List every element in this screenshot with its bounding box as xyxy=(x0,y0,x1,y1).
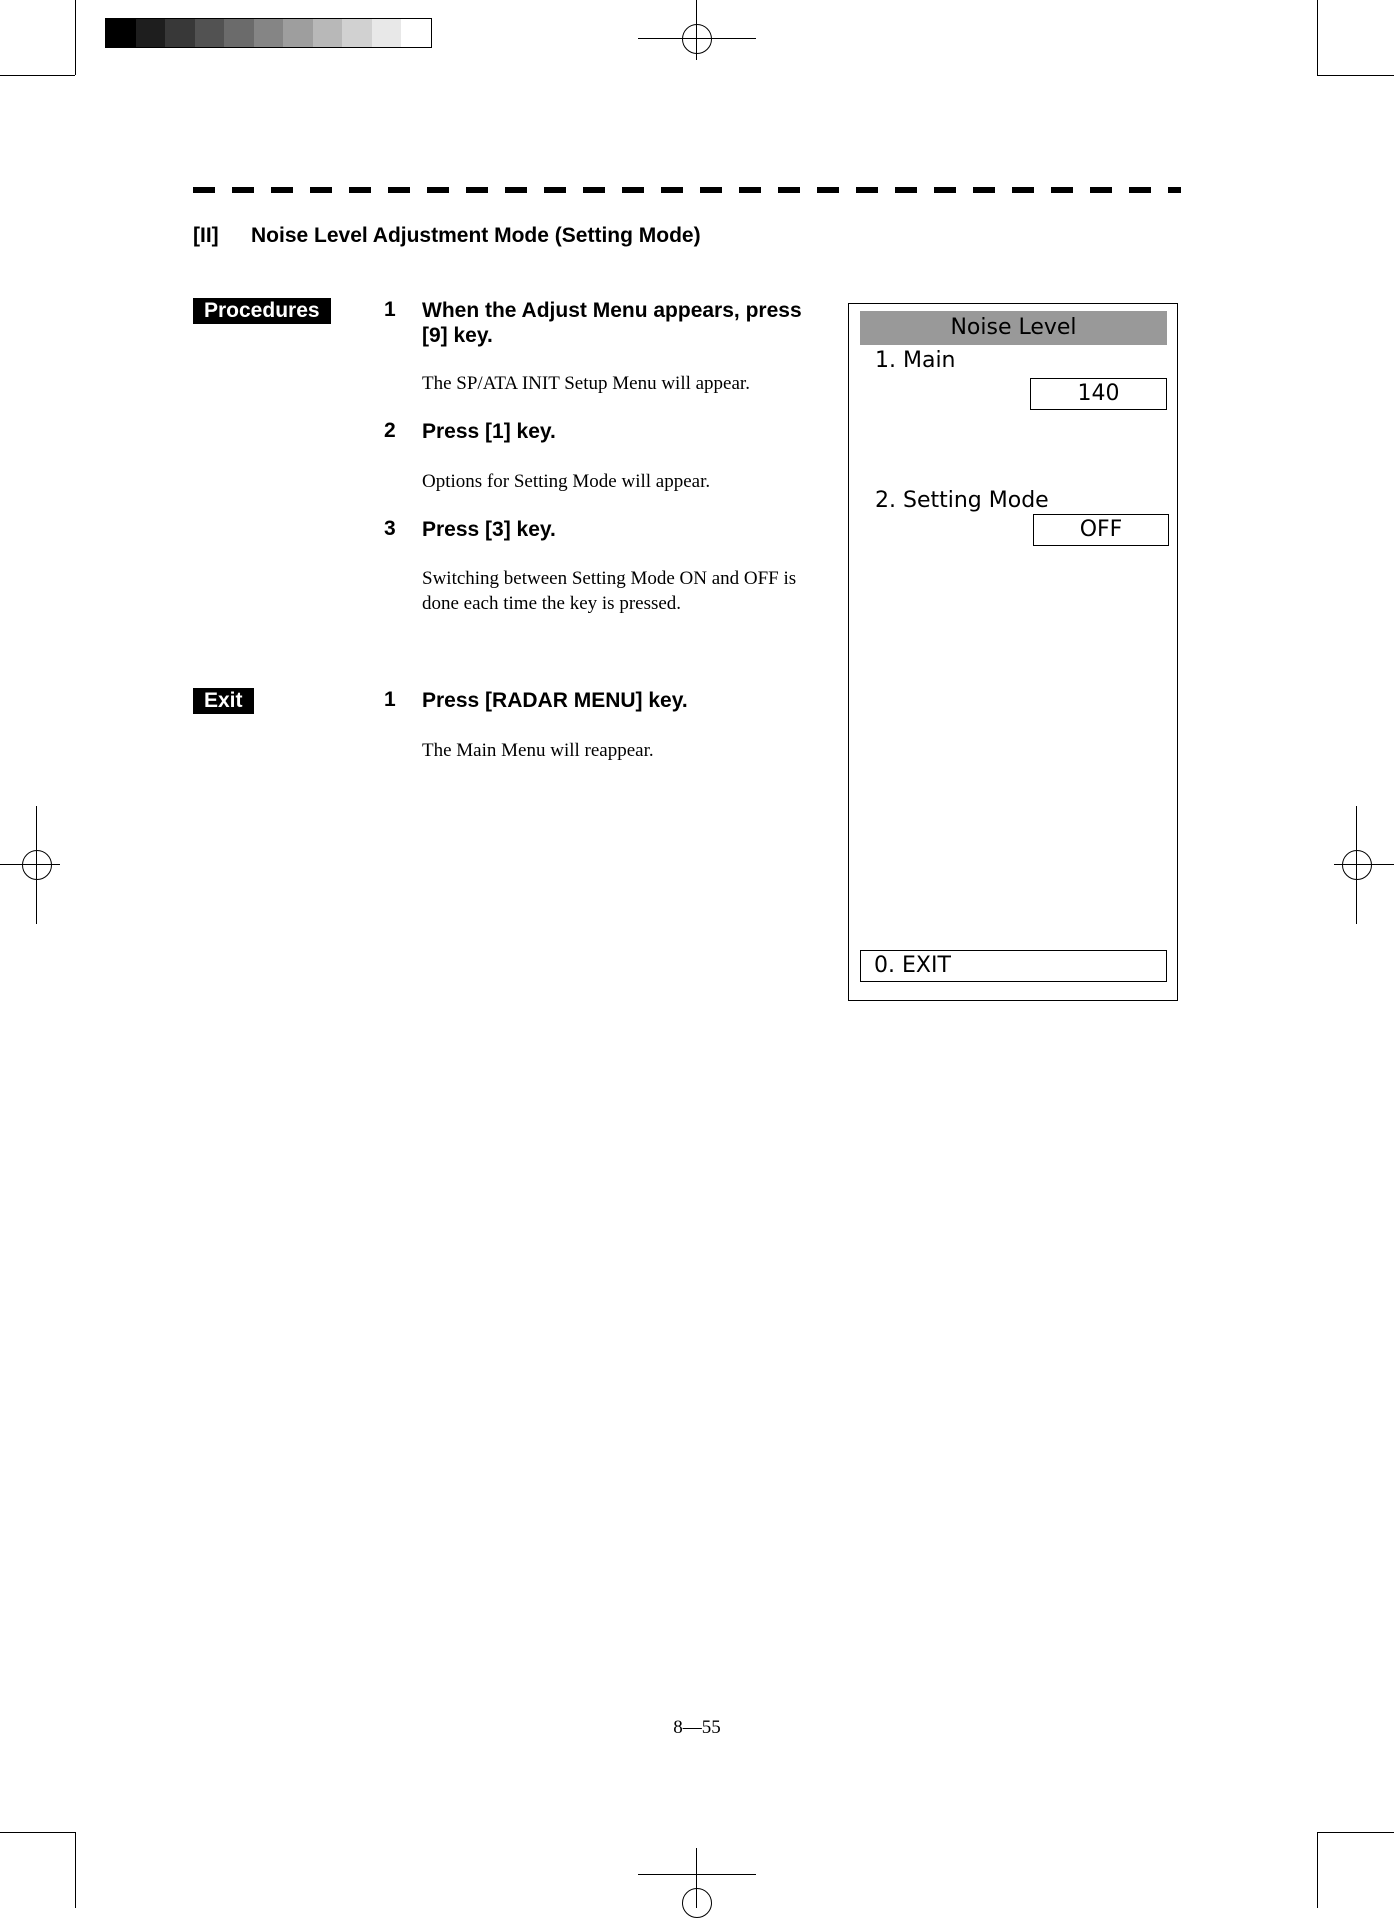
section-title: Noise Level Adjustment Mode (Setting Mode) xyxy=(251,224,701,247)
step-2-number: 2 xyxy=(384,419,396,442)
exit-step-1-instruction: Press [RADAR MENU] key. xyxy=(422,689,688,712)
menu-exit-button[interactable]: 0. EXIT xyxy=(860,950,1167,982)
step-3-number: 3 xyxy=(384,517,396,540)
step-3-instruction: Press [3] key. xyxy=(422,518,556,541)
menu-item-setting-mode[interactable]: 2. Setting Mode xyxy=(875,488,1049,513)
grayscale-calibration-strip xyxy=(105,18,432,48)
menu-title: Noise Level xyxy=(860,311,1167,345)
exit-step-1-result: The Main Menu will reappear. xyxy=(422,740,654,761)
menu-item-main[interactable]: 1. Main xyxy=(875,348,956,373)
exit-step-1-number: 1 xyxy=(384,688,396,711)
step-1-number: 1 xyxy=(384,298,396,321)
step-2-instruction: Press [1] key. xyxy=(422,420,556,443)
dashed-divider xyxy=(193,187,1181,193)
step-2-result: Options for Setting Mode will appear. xyxy=(422,471,711,492)
setting-mode-value-box[interactable]: OFF xyxy=(1033,514,1169,546)
exit-label: Exit xyxy=(193,688,254,714)
main-value-box[interactable]: 140 xyxy=(1030,378,1167,410)
page-number: 8—55 xyxy=(673,1717,721,1738)
section-number: [II] xyxy=(193,224,219,247)
step-1-result: The SP/ATA INIT Setup Menu will appear. xyxy=(422,373,750,394)
procedures-label: Procedures xyxy=(193,298,331,324)
step-3-result: Switching between Setting Mode ON and OFF is done each time the key is pressed. xyxy=(422,568,797,614)
step-1-instruction: When the Adjust Menu appears, press [9] key. xyxy=(422,299,802,347)
